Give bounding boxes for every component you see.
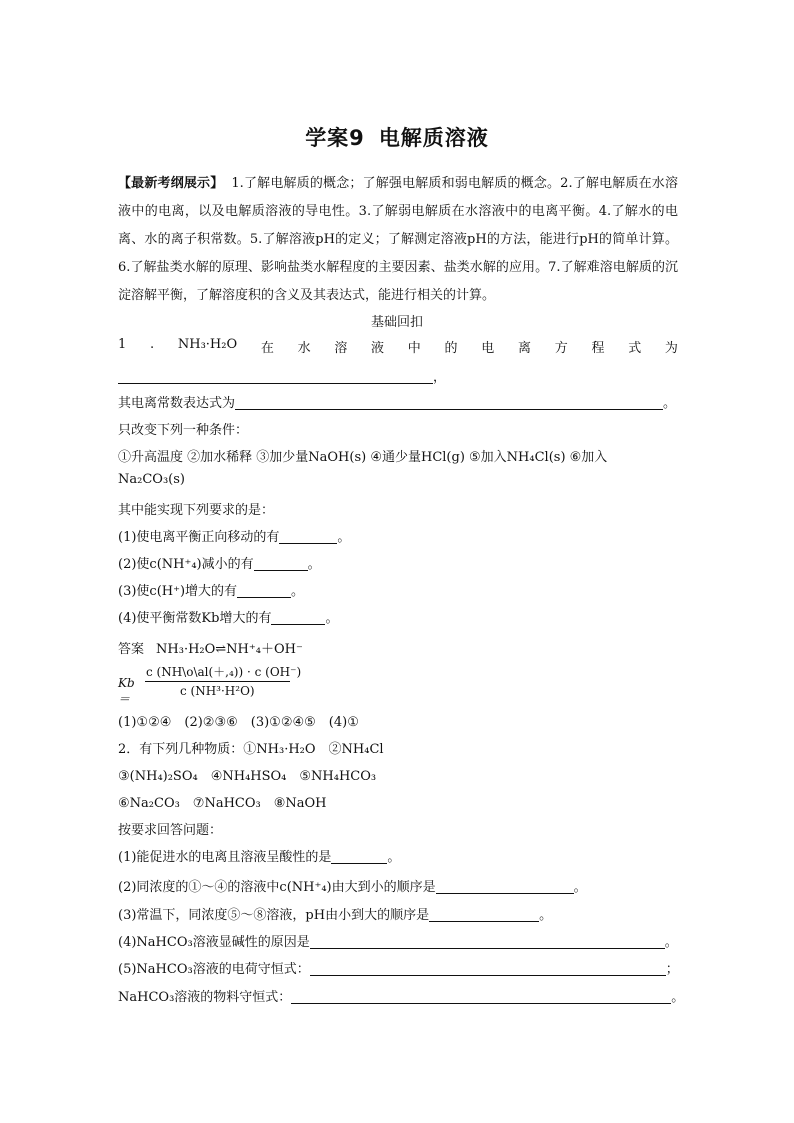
q1-word: 液	[371, 341, 385, 356]
q1-condition-intro: 只改变下列一种条件：	[118, 423, 249, 438]
q1-word: 方	[554, 341, 568, 356]
q1-requirement: (3)使c(H⁺)增大的有 。	[118, 584, 305, 599]
q1-word: 的	[444, 341, 458, 356]
page-title	[0, 122, 794, 152]
answer-blank[interactable]	[310, 963, 666, 976]
q1-word: .	[150, 337, 155, 352]
q1-word: 电	[481, 341, 495, 356]
answer-blank[interactable]	[436, 881, 574, 894]
q1-word: 1	[118, 337, 127, 352]
q1-word: 式	[628, 341, 642, 356]
answer-label: 答案	[118, 642, 145, 657]
answer-blank[interactable]	[254, 558, 308, 571]
q1-word: NH₃·H₂O	[177, 337, 238, 352]
q1-equation-line: ，	[118, 366, 446, 385]
answer-blank[interactable]	[271, 612, 325, 625]
kb-symbol: Kb＝	[118, 676, 135, 706]
title-sub: 电解质溶液	[378, 126, 489, 150]
q2-item: NaHCO₃溶液的物料守恒式： 。	[118, 990, 685, 1005]
outline-text: 1.了解电解质的概念；了解强电解质和弱电解质的概念。2.了解电解质在水溶液中的电离，以及电解质溶液的导电性。3.了解弱电解质在水溶液中的电离平衡。4.了解水的电离、水的离子积常数。5.了解溶液pH的定义；了解测定溶液pH的方法，能进行pH的简单计算。6.了解盐类水解的原理、影响盐类水解程度的主要因素、盐类水解的应用。7.了解难溶电解质的沉淀溶解平衡，了解溶度积的含义及其表达式，能进行相关的计算。	[118, 176, 678, 303]
q1-requirement: (1)使电离平衡正向移动的有 。	[118, 530, 351, 545]
q2-item: (1)能促进水的电离且溶液呈酸性的是 。	[118, 850, 401, 865]
answer-blank[interactable]	[429, 909, 539, 922]
q1-word: 溶	[334, 341, 348, 356]
q1-answer	[118, 638, 303, 657]
q1-conditions-cont: Na₂CO₃(s)	[118, 472, 185, 487]
q1-requirement: (2)使c(NH⁺₄)减小的有 。	[118, 557, 321, 572]
q1-requirement-intro: 其中能实现下列要求的是：	[118, 503, 275, 518]
answer-blank[interactable]	[291, 991, 671, 1004]
q1-word: 为	[664, 341, 678, 356]
q1-word: 程	[591, 341, 605, 356]
q2-item: (2)同浓度的①～④的溶液中c(NH⁺₄)由大到小的顺序是 。	[118, 880, 587, 895]
q1-word: 中	[407, 341, 421, 356]
answer-blank[interactable]	[279, 531, 337, 544]
answer-blank[interactable]	[235, 397, 663, 410]
q2-item: (4)NaHCO₃溶液显碱性的原因是 。	[118, 935, 678, 950]
q2-item: (3)常温下，同浓度⑤～⑧溶液，pH由小到大的顺序是 。	[118, 908, 553, 923]
q2-item: (5)NaHCO₃溶液的电荷守恒式： ；	[118, 962, 679, 977]
q1-word: 离	[517, 341, 531, 356]
q1-answers: (1)①②④ (2)②③⑥ (3)①②④⑤ (4)①	[118, 715, 359, 730]
q1-word: 在	[260, 341, 274, 356]
answer-blank[interactable]	[310, 936, 665, 949]
q1-word: 水	[297, 341, 311, 356]
answer-blank[interactable]	[331, 851, 387, 864]
answer-blank[interactable]	[118, 371, 433, 384]
kb-denominator: c (NH³·H²O)	[180, 684, 255, 698]
q1-expression-line: 其电离常数表达式为 。	[118, 396, 677, 411]
q1-stem	[118, 337, 678, 357]
title-main: 学案9	[305, 126, 365, 150]
q1-conditions: ①升高温度 ②加水稀释 ③加少量NaOH(s) ④通少量HCl(g) ⑤加入NH₄Cl(s) ⑥加入	[118, 450, 608, 465]
section-title: 基础回扣	[370, 315, 423, 330]
q2-intro: 按要求回答问题：	[118, 823, 223, 838]
kb-numerator: c (NH\o\al(＋,₄)) · c (OH⁻)	[146, 665, 302, 679]
answer-blank[interactable]	[237, 585, 291, 598]
outline-label: 【最新考纲展示】	[118, 176, 224, 191]
q2-substances: ③(NH₄)₂SO₄ ④NH₄HSO₄ ⑤NH₄HCO₃	[118, 769, 377, 784]
q1-requirement: (4)使平衡常数Kb增大的有 。	[118, 611, 339, 626]
q2-stem: 2．有下列几种物质：①NH₃·H₂O ②NH₄Cl	[118, 742, 384, 757]
answer-equation: NH₃·H₂O⇌NH⁺₄＋OH⁻	[156, 642, 303, 657]
exam-outline	[118, 170, 678, 310]
fraction-bar	[145, 681, 290, 682]
q2-substances: ⑥Na₂CO₃ ⑦NaHCO₃ ⑧NaOH	[118, 796, 327, 811]
